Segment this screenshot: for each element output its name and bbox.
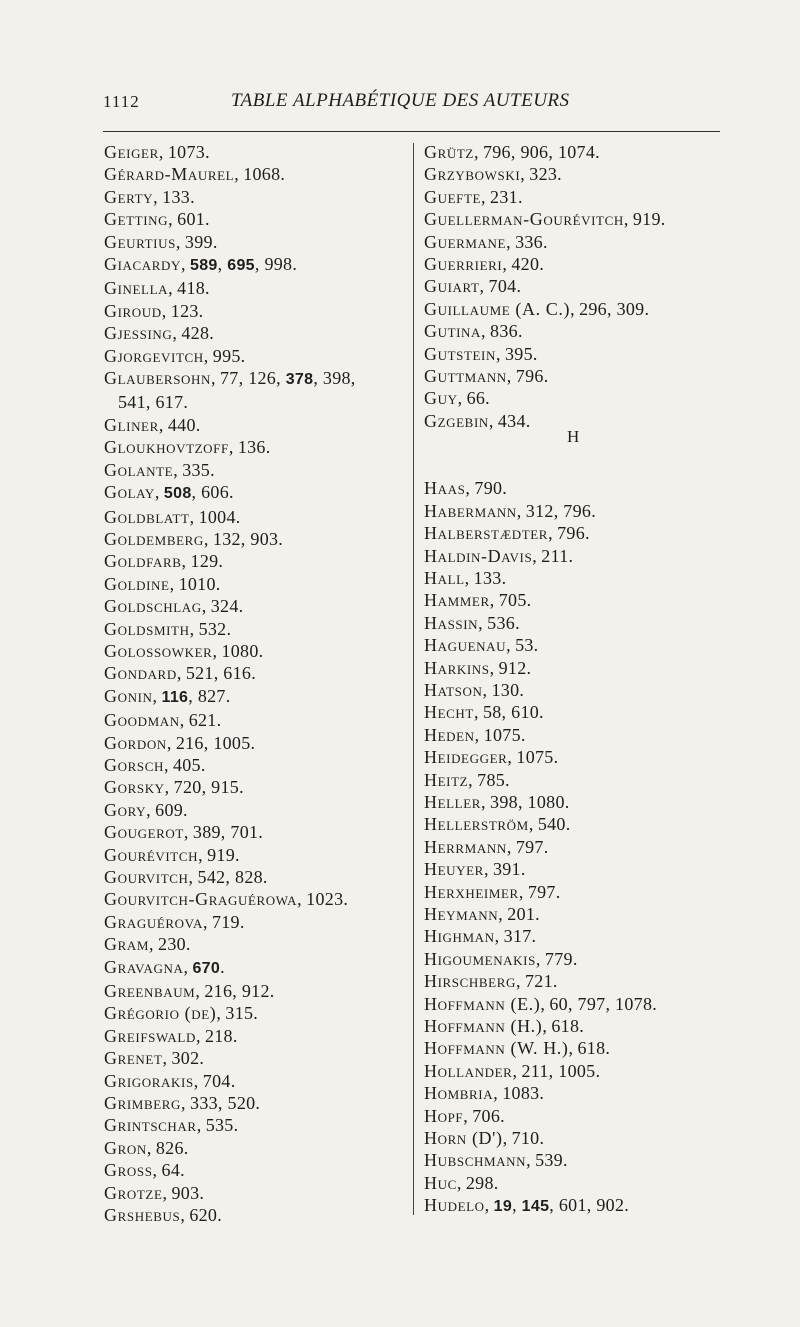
author-name: Hellerström [424, 814, 529, 835]
author-name: Goldemberg [104, 528, 204, 549]
index-entry: Horn (D'), 710. [424, 1128, 545, 1149]
entry-pages: 618. [551, 1016, 585, 1037]
index-entry: Hoffmann (W. H.), 618. [424, 1038, 611, 1059]
entry-pages: 995. [212, 345, 246, 366]
entry-pages: 779. [544, 948, 578, 969]
author-name: Guefte [424, 186, 482, 207]
index-entry: Hopf, 706. [424, 1105, 505, 1126]
index-entry: Heuyer, 391. [424, 859, 526, 880]
author-name: Goodman [104, 710, 180, 731]
entry-pages: 618. [577, 1038, 611, 1059]
entry-pages: 398, 1080. [490, 791, 570, 812]
entry-pages: 705. [498, 590, 532, 611]
entry-pages: 785. [477, 769, 510, 790]
index-entry: Gron, 826. [104, 1137, 189, 1158]
entry-pages: 796. [557, 523, 590, 544]
author-name: Highman [424, 926, 495, 947]
entry-pages: 440. [167, 414, 201, 435]
author-name: Grzybowski [424, 164, 521, 185]
entry-pages: 298. [465, 1172, 499, 1193]
author-name: Grshebus [104, 1205, 181, 1226]
index-entry: Goldfarb, 129. [104, 551, 224, 572]
index-entry: Gravagna, 670. [104, 956, 225, 977]
entry-pages: 710. [511, 1128, 545, 1149]
author-name: Guillaume (A. C.) [424, 298, 571, 319]
index-entry: Guttmann, 796. [424, 366, 549, 387]
index-entry: Grshebus, 620. [104, 1205, 223, 1226]
index-entry: Guiart, 704. [424, 276, 522, 297]
author-name: Hubschmann [424, 1150, 527, 1171]
entry-pages: 133. [473, 567, 507, 588]
entry-pages: 536. [487, 612, 520, 633]
index-entry: Grintschar, 535. [104, 1115, 239, 1136]
running-title: TABLE ALPHABÉTIQUE DES AUTEURS [231, 90, 570, 111]
author-name: Goldsmith [104, 618, 190, 639]
entry-pages: 116, 827. [161, 685, 231, 706]
author-name: Grimberg [104, 1093, 182, 1114]
index-entry: Gutstein, 395. [424, 343, 538, 364]
author-name: Ginella [104, 278, 169, 299]
right-column [424, 141, 724, 1219]
bold-page-ref: 589 [190, 257, 218, 275]
index-entry: Hall, 133. [424, 567, 507, 588]
index-entry: Grégorio (de), 315. [104, 1003, 259, 1024]
index-entry: Hombria, 1083. [424, 1083, 545, 1104]
author-name: Hoffmann (W. H.) [424, 1038, 569, 1059]
author-name: Gourvitch [104, 867, 189, 887]
bold-page-ref: 508 [163, 485, 192, 503]
author-name: Heymann [424, 904, 499, 924]
index-entry: Hirschberg, 721. [424, 971, 558, 992]
left-column [104, 141, 404, 1227]
bold-page-ref: 670 [192, 959, 221, 977]
entry-pages: 540. [537, 814, 571, 835]
index-entry: Geurtius, 399. [104, 231, 218, 252]
entry-pages: 1080. [221, 640, 264, 661]
author-name: Grenet [104, 1048, 163, 1069]
author-name: Golay [104, 482, 155, 503]
author-name: Guiart [424, 276, 480, 297]
entry-pages: 704. [488, 276, 522, 297]
entry-pages: 336. [515, 231, 548, 252]
index-entry: Graguérova, 719. [104, 911, 245, 932]
entry-pages: 720, 915. [173, 777, 244, 798]
author-name: Hall [424, 567, 465, 588]
index-entry: Gougerot, 389, 701. [104, 822, 264, 843]
author-name: Gliner [104, 414, 159, 435]
index-entry: Golay, 508, 606. [104, 482, 234, 503]
entry-pages: 521, 616. [185, 663, 257, 684]
index-entry: Grenet, 302. [104, 1048, 205, 1069]
index-entry: Gourvitch, 542, 828. [104, 867, 268, 887]
index-entry: Gourvitch-Graguérowa, 1023. [104, 889, 349, 910]
author-name: Hudelo [424, 1195, 485, 1216]
index-entry: Guermane, 336. [424, 231, 548, 252]
index-entry: Heden, 1075. [424, 724, 526, 745]
index-entry: Haas, 790. [424, 478, 508, 499]
author-name: Guy [424, 388, 458, 409]
index-entry: Ginella, 418. [104, 278, 210, 299]
author-name: Gonin [104, 685, 153, 706]
author-name: Gron [104, 1137, 147, 1158]
author-name: Gjorgevitch [104, 345, 204, 366]
entry-pages: 399. [184, 231, 218, 252]
entry-pages: 66. [466, 388, 490, 409]
author-name: Hopf [424, 1105, 464, 1126]
author-name: Grintschar [104, 1115, 197, 1136]
entry-pages: 912. [498, 657, 532, 678]
entry-pages: 919. [207, 844, 240, 865]
index-entry: Grimberg, 333, 520. [104, 1093, 261, 1114]
index-entry [104, 391, 404, 413]
entry-pages: 1068. [243, 164, 286, 185]
author-name: Gérard-Maurel [104, 164, 235, 185]
index-entry: Greifswald, 218. [104, 1025, 238, 1046]
index-entry: Gerty, 133. [104, 186, 195, 207]
bold-page-ref: 19 [493, 1198, 513, 1216]
index-entry: Hatson, 130. [424, 679, 525, 700]
entry-pages: 420. [511, 254, 545, 275]
entry-pages: 836. [490, 321, 523, 342]
entry-pages: 123. [170, 300, 204, 321]
author-name: Geiger [104, 142, 159, 162]
entry-pages: 903. [171, 1182, 205, 1203]
index-entry: Giacardy, 589, 695, 998. [104, 254, 298, 275]
author-name: Hombria [424, 1083, 494, 1104]
index-entry: Gérard-Maurel, 1068. [104, 164, 286, 185]
author-name: Gondard [104, 663, 177, 684]
entry-pages: 19, 145, 601, 902. [493, 1195, 630, 1216]
index-entry: Hoffmann (E.), 60, 797, 1078. [424, 993, 658, 1014]
author-name: Graguérova [104, 911, 203, 932]
index-entry: Hassin, 536. [424, 612, 520, 633]
index-entry: Getting, 601. [104, 209, 210, 230]
entry-pages: 601. [177, 209, 210, 230]
entry-pages: 1075. [516, 747, 559, 768]
author-name: Higoumenakis [424, 948, 536, 969]
author-name: Herxheimer [424, 881, 519, 902]
entry-pages: 216, 1005. [175, 732, 256, 753]
author-name: Grütz [424, 142, 474, 162]
entry-pages: 312, 796. [525, 500, 596, 521]
author-name: Hassin [424, 612, 479, 633]
bold-page-ref: 378 [285, 371, 314, 389]
index-entry: Gondard, 521, 616. [104, 663, 257, 684]
entry-pages: 218. [204, 1025, 238, 1046]
entry-pages: 335. [182, 459, 215, 480]
index-entry: Heitz, 785. [424, 769, 510, 790]
index-entry: Gorsch, 405. [104, 754, 206, 775]
author-name: Geurtius [104, 231, 176, 252]
author-name: Horn (D') [424, 1128, 503, 1149]
author-name: Hammer [424, 590, 490, 611]
index-entry: Gordon, 216, 1005. [104, 732, 256, 753]
author-name: Greifswald [104, 1025, 196, 1046]
index-entry: Greenbaum, 216, 912. [104, 981, 275, 1002]
index-entry: Gonin, 116, 827. [104, 685, 231, 706]
entry-pages: 201. [507, 904, 540, 924]
entry-pages: 719. [211, 911, 245, 932]
index-entry: Geiger, 1073. [104, 142, 210, 162]
entry-pages: 721. [524, 971, 558, 992]
entry-pages: 315. [225, 1003, 259, 1024]
entry-pages: 797. [527, 881, 561, 902]
index-entry: Haldin-Davis, 211. [424, 545, 574, 566]
author-name: Harkins [424, 657, 490, 678]
index-entry: Goldine, 1010. [104, 573, 221, 594]
entry-pages: 620. [189, 1205, 223, 1226]
index-entry: Guy, 66. [424, 388, 490, 409]
entry-pages: 1004. [198, 506, 241, 527]
entry-pages: 77, 126, 378, 398, [220, 368, 356, 389]
author-name: Gjessing [104, 323, 173, 344]
entry-pages: 704. [202, 1070, 236, 1091]
entry-pages: 296, 309. [579, 298, 650, 319]
entry-pages: 796. [515, 366, 549, 387]
entry-pages: 317. [503, 926, 537, 947]
index-entry: Gjessing, 428. [104, 323, 215, 344]
index-entry: Huc, 298. [424, 1172, 499, 1193]
entry-pages: 395. [504, 343, 538, 364]
entry-pages: 418. [177, 278, 210, 299]
author-name: Gordon [104, 732, 167, 753]
index-entry: Giroud, 123. [104, 300, 204, 321]
author-name: Gourévitch [104, 844, 199, 865]
index-entry: Gjorgevitch, 995. [104, 345, 246, 366]
author-name: Glaubersohn [104, 368, 211, 389]
author-name: Hecht [424, 702, 474, 723]
entry-pages: 535. [205, 1115, 239, 1136]
index-entry: Guillaume (A. C.), 296, 309. [424, 298, 650, 319]
index-entry: Heidegger, 1075. [424, 747, 559, 768]
index-entry: Gutina, 836. [424, 321, 523, 342]
entry-pages: 428. [181, 323, 215, 344]
index-entry: Hoffmann (H.), 618. [424, 1016, 585, 1037]
entry-pages: 231. [490, 186, 523, 207]
entry-pages: 211, 1005. [521, 1060, 601, 1081]
author-name: Gloukhovtzoff [104, 437, 229, 458]
author-name: Hirschberg [424, 971, 516, 992]
header-rule [103, 131, 720, 132]
entry-pages: 133. [162, 186, 195, 207]
index-entry: Grzybowski, 323. [424, 164, 562, 185]
bold-page-ref: 695 [227, 257, 255, 275]
index-entry: Herxheimer, 797. [424, 881, 561, 902]
index-entry: Hellerström, 540. [424, 814, 571, 835]
entry-pages-continued: 541, 617. [118, 392, 189, 413]
entry-pages: 324. [210, 596, 244, 617]
entry-pages: 136. [237, 437, 271, 458]
index-entry: Haguenau, 53. [424, 635, 539, 656]
author-name: Heuyer [424, 859, 484, 880]
entry-pages: 53. [515, 635, 539, 656]
author-name: Gutina [424, 321, 482, 342]
entry-pages: 797. [515, 836, 549, 857]
author-name: Gorsky [104, 777, 165, 798]
author-name: Gzgebin [424, 410, 489, 431]
entry-pages: 333, 520. [190, 1093, 261, 1114]
index-entry: Gorsky, 720, 915. [104, 777, 244, 798]
index-entry: Guefte, 231. [424, 186, 523, 207]
author-name: Heden [424, 724, 475, 745]
index-entry: Habermann, 312, 796. [424, 500, 596, 521]
entry-pages: 230. [158, 934, 191, 955]
page-header [103, 92, 603, 122]
entry-pages: 706. [472, 1105, 505, 1126]
author-name: Grigorakis [104, 1070, 194, 1091]
entry-pages: 539. [535, 1150, 568, 1171]
author-name: Heidegger [424, 747, 508, 768]
entry-pages: 389, 701. [192, 822, 264, 843]
entry-pages: 391. [492, 859, 526, 880]
index-entry: Guerrieri, 420. [424, 254, 545, 275]
entry-pages: 130. [491, 679, 525, 700]
author-name: Gory [104, 799, 147, 820]
column-divider [413, 143, 414, 1215]
entry-pages: 532. [198, 618, 232, 639]
entry-pages: 302. [171, 1048, 205, 1069]
index-entry: Gram, 230. [104, 934, 191, 955]
index-entry: Highman, 317. [424, 926, 537, 947]
page-number: 1112 [103, 92, 140, 111]
entry-pages: 60, 797, 1078. [549, 993, 658, 1014]
section-letter-h: H [567, 427, 580, 446]
author-name: Guerrieri [424, 254, 503, 275]
index-entry: Grütz, 796, 906, 1074. [424, 142, 600, 162]
index-entry: Hudelo, 19, 145, 601, 902. [424, 1195, 630, 1216]
index-entry: Grotze, 903. [104, 1182, 205, 1203]
author-name: Haguenau [424, 635, 507, 656]
index-entry: Heller, 398, 1080. [424, 791, 570, 812]
author-name: Heitz [424, 769, 469, 790]
author-name: Golante [104, 459, 174, 480]
entry-pages: 609. [155, 799, 188, 820]
index-entry: Hammer, 705. [424, 590, 532, 611]
index-entry: Hollander, 211, 1005. [424, 1060, 601, 1081]
author-name: Hoffmann (E.) [424, 993, 541, 1014]
author-name: Golossowker [104, 640, 213, 661]
entry-pages: 919. [632, 209, 666, 230]
index-entry: Gory, 609. [104, 799, 188, 820]
index-entry: Hubschmann, 539. [424, 1150, 568, 1171]
entry-pages: 542, 828. [197, 867, 268, 887]
index-entry: Harkins, 912. [424, 657, 532, 678]
index-entry: Goodman, 621. [104, 710, 222, 731]
index-entry: Glaubersohn, 77, 126, 378, 398, [104, 368, 356, 389]
author-name: Gorsch [104, 754, 164, 775]
author-name: Gross [104, 1160, 153, 1181]
entry-pages: 1073. [167, 142, 210, 162]
entry-pages: 405. [172, 754, 206, 775]
author-name: Giacardy [104, 254, 182, 275]
author-name: Haldin-Davis [424, 545, 533, 566]
index-entry: Goldschlag, 324. [104, 596, 244, 617]
index-entry: Gourévitch, 919. [104, 844, 240, 865]
author-name: Grotze [104, 1182, 163, 1203]
author-name: Goldblatt [104, 506, 190, 527]
index-entry: Higoumenakis, 779. [424, 948, 578, 969]
index-entry: Golante, 335. [104, 459, 215, 480]
author-name: Hoffmann (H.) [424, 1016, 543, 1037]
entry-pages: 1023. [306, 889, 349, 910]
entry-pages: 434. [497, 410, 531, 431]
index-entry: Gzgebin, 434. [424, 410, 531, 431]
entry-pages: 1075. [483, 724, 526, 745]
index-entry: Goldsmith, 532. [104, 618, 232, 639]
author-name: Goldfarb [104, 551, 182, 572]
author-name: Gourvitch-Graguérowa [104, 889, 298, 910]
author-name: Huc [424, 1172, 457, 1193]
index-entry: Halberstædter, 796. [424, 523, 590, 544]
author-name: Halberstædter [424, 523, 549, 544]
entry-pages: 589, 695, 998. [190, 254, 298, 275]
index-entry: Guellerman-Gourévitch, 919. [424, 209, 666, 230]
entry-pages: 826. [155, 1137, 189, 1158]
author-name: Goldschlag [104, 596, 202, 617]
entry-pages: 129. [190, 551, 224, 572]
bold-page-ref: 116 [161, 688, 189, 706]
author-name: Habermann [424, 500, 517, 521]
author-name: Guellerman-Gourévitch [424, 209, 624, 230]
entry-pages: 508, 606. [163, 482, 234, 503]
entry-pages: 132, 903. [212, 528, 284, 549]
author-name: Guttmann [424, 366, 507, 387]
entry-pages: 216, 912. [204, 981, 275, 1002]
author-name: Gram [104, 934, 150, 955]
author-name: Haas [424, 478, 466, 499]
author-name: Gravagna [104, 956, 184, 977]
index-entry: Gliner, 440. [104, 414, 201, 435]
author-name: Giroud [104, 300, 162, 321]
index-entry: Golossowker, 1080. [104, 640, 264, 661]
index-entry: Goldemberg, 132, 903. [104, 528, 284, 549]
entry-pages: 211. [541, 545, 574, 566]
entry-pages: 790. [474, 478, 508, 499]
author-name: Getting [104, 209, 169, 230]
entry-pages: 1083. [502, 1083, 545, 1104]
author-name: Gougerot [104, 822, 184, 843]
entry-pages: 64. [161, 1160, 185, 1181]
author-name: Hollander [424, 1060, 513, 1081]
index-entry: Hecht, 58, 610. [424, 702, 544, 723]
entry-pages: 1010. [178, 573, 221, 594]
author-name: Greenbaum [104, 981, 196, 1002]
author-name: Hatson [424, 679, 483, 700]
author-name: Goldine [104, 573, 170, 594]
author-name: Herrmann [424, 836, 507, 857]
author-name: Heller [424, 791, 482, 812]
index-entry: Gloukhovtzoff, 136. [104, 437, 271, 458]
entry-pages: 670. [192, 956, 225, 977]
entry-pages: 323. [529, 164, 562, 185]
index-entry: Heymann, 201. [424, 904, 540, 924]
entry-pages: 796, 906, 1074. [482, 142, 600, 162]
entry-pages: 621. [188, 710, 222, 731]
author-name: Grégorio (de) [104, 1003, 217, 1024]
index-entry: Grigorakis, 704. [104, 1070, 236, 1091]
index-entry: Gross, 64. [104, 1160, 185, 1181]
author-name: Guermane [424, 231, 507, 252]
index-entry: Goldblatt, 1004. [104, 506, 241, 527]
entry-pages: 58, 610. [482, 702, 544, 723]
author-name: Gutstein [424, 343, 496, 364]
index-entry: Herrmann, 797. [424, 836, 549, 857]
author-name: Gerty [104, 186, 154, 207]
bold-page-ref: 145 [521, 1198, 550, 1216]
